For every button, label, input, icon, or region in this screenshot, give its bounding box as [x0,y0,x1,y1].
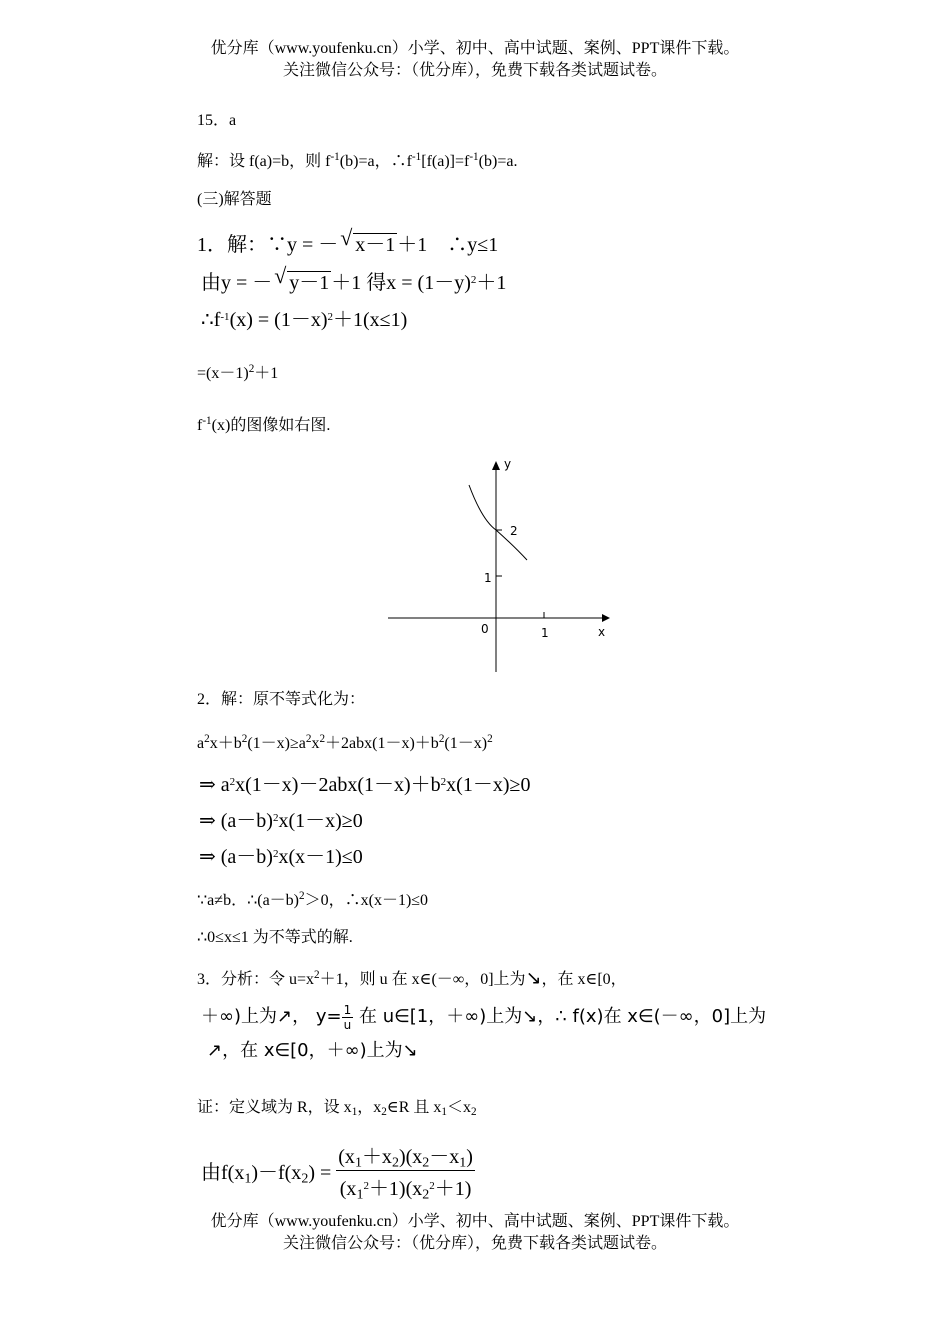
x-axis-label: x [598,625,606,639]
increasing-arrow-icon: ↗ [277,1006,293,1027]
function-curve [469,485,527,560]
sqrt-symbol: √ y－1 [274,266,331,295]
inverse-function-graph [380,450,620,680]
q15-solution: 解：设 f(a)=b，则 $f^{-1}(b)=a$，$\therefore f^{-1}[f(a)]=f^{-1}(b)=a$. [197,150,518,170]
p3-fraction-line: 由$f(x_1)-f(x_2)$ = $\frac{(x_1+x_2)(x_2-x_1)}{(x_1^2+1)(x_2^2+1)}$ [201,1140,475,1201]
sqrt-symbol: √ x－1 [340,228,397,257]
y-axis-arrow [492,461,500,470]
q15-answer: 15．a [197,112,237,129]
y-tick-label-2: 2 [510,524,518,538]
y-tick-label-1: 1 [484,571,492,585]
fraction-1-over-u: $\frac{1}{u}$ [343,1002,352,1032]
header-line-2: 关注微信公众号：（优分库），免费下载各类试题试卷。 [282,62,667,79]
footer-line-1: 优分库（www.youfenku.cn）小学、初中、高中试题、案例、PPT课件下载。 [210,1213,740,1230]
x-tick-label-1: 1 [541,626,549,640]
decreasing-arrow-icon: ↘ [522,1006,538,1027]
section-title: (三)解答题 [197,191,272,208]
p3-line-2: ＋∞)上为↗， y= $\frac{1}{u}$ 在 u∈[1，＋∞)上为↘，∴ f(x)在 x∈(－∞，0]上为 [201,1002,767,1032]
p2-line-4: ⇒ $(a-b)^2x(x-1)\le 0$ [199,846,363,868]
decreasing-arrow-icon: ↘ [525,967,542,989]
origin-label: 0 [481,622,489,636]
p2-conclusion: ∴0≤x≤1 为不等式的解. [197,929,353,946]
p3-line-1: 3．分析：令 $u=x^2+1$，则 u 在 x∈(－∞，0]上为↘，在 x∈[0， [197,967,627,989]
p3-proof-line: 证：定义域为 R，设 $x_1$，$x_2\in R$ 且 $x_1<x_2$ [197,1099,477,1118]
p1-line-5: $f^{-1}(x)$的图像如右图. [197,414,331,434]
p2-line-1: $a^2x+b^2(1-x)\ge a^2x^2+2abx(1-x)+b^2(1-x)^2$ [197,732,493,752]
p2-line-2: ⇒ $a^2x(1-x)-2abx(1-x)+b^2x(1-x)\ge 0$ [199,774,531,796]
p2-line-3: ⇒ $(a-b)^2x(1-x)\ge 0$ [199,810,363,832]
increasing-arrow-icon: ↗ [207,1040,223,1061]
p1-line-4: $=(x-1)^2+1$ [197,362,279,382]
p1-line-1: 1．解：∵y = －√ x－1 ＋1 ∴y≤1 [197,228,498,257]
decreasing-arrow-icon: ↘ [402,1040,418,1061]
footer-line-2: 关注微信公众号：（优分库），免费下载各类试题试卷。 [282,1235,667,1252]
p3-line-3: ↗，在 x∈[0，＋∞)上为↘ [207,1040,418,1061]
p1-line-2: 由y = －√ y－1 ＋1 得$x = (1-y)^2+1$ [201,266,506,295]
p2-line-5: ∵a≠b．$\therefore(a-b)^2>0$，∴x(x－1)≤0 [197,889,429,909]
header-line-1: 优分库（www.youfenku.cn）小学、初中、高中试题、案例、PPT课件下载。 [210,40,740,57]
p2-heading: 2．解：原不等式化为： [197,691,366,708]
p1-line-3: $\therefore f^{-1}(x) = (1-x)^2+1(x\le 1)$ [201,309,408,331]
difference-quotient-fraction: $\frac{(x_1+x_2)(x_2-x_1)}{(x_1^2+1)(x_2^2+1)}$ [336,1140,475,1201]
x-axis-arrow [602,614,610,622]
y-axis-label: y [504,457,512,471]
